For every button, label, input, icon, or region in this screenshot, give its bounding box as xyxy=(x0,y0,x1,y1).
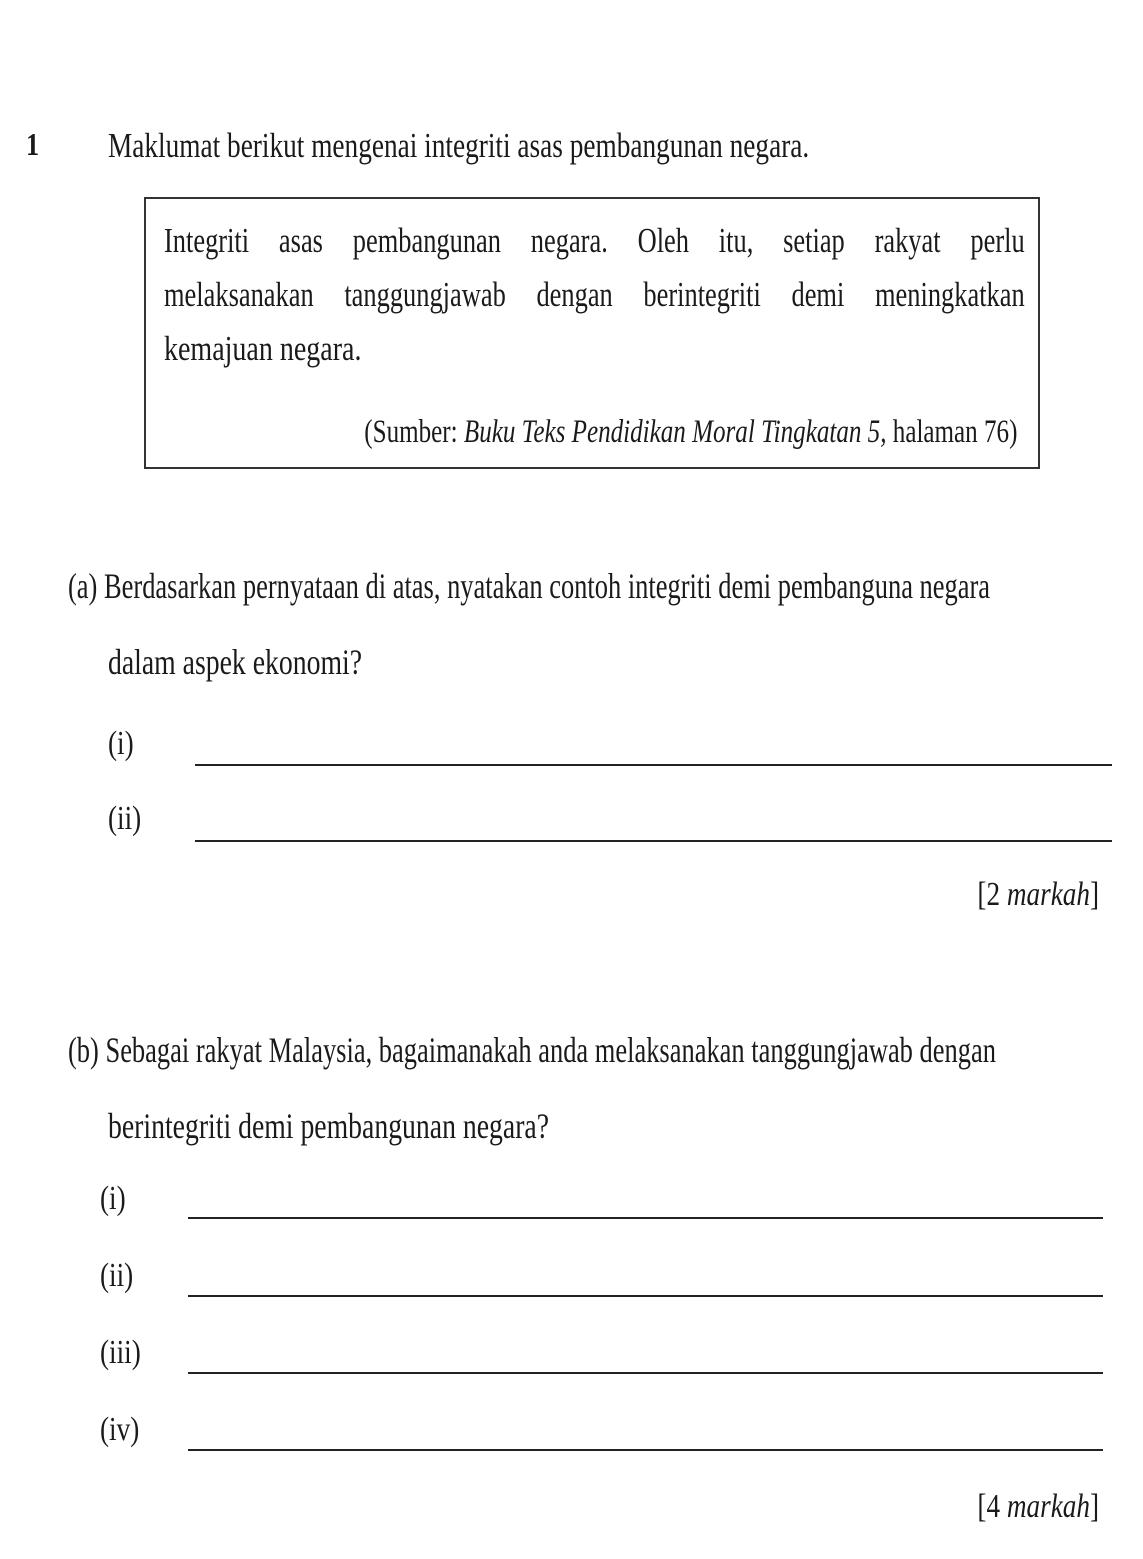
part-a-marks-open: [2 xyxy=(977,876,1007,913)
source-box-line-3: kemajuan negara. xyxy=(164,329,362,368)
part-b-text-line-2: berintegriti demi pembangunan negara? xyxy=(108,1106,550,1146)
part-b-answer-line-iv[interactable] xyxy=(188,1449,1103,1451)
part-a-marks-close: ] xyxy=(1089,876,1099,913)
part-b-answer-line-i[interactable] xyxy=(188,1217,1103,1219)
part-a-question xyxy=(68,565,990,607)
part-a-marks xyxy=(977,876,1099,914)
part-b-answer-label-i: (i) xyxy=(100,1180,126,1217)
part-a-answer-line-ii[interactable] xyxy=(195,840,1112,842)
source-suffix: halaman 76) xyxy=(886,414,1017,450)
part-b-question xyxy=(68,1029,996,1071)
question-number: 1 xyxy=(26,126,40,162)
part-a-text-line-1: Berdasarkan pernyataan di atas, nyatakan contoh integriti demi pembanguna negara xyxy=(103,566,991,606)
part-b-answer-label-iii: (iii) xyxy=(100,1334,141,1371)
part-b-answer-line-iii[interactable] xyxy=(188,1372,1103,1374)
part-b-label: (b) xyxy=(68,1030,99,1070)
part-a-label: (a) xyxy=(68,566,98,606)
source-prefix: (Sumber: xyxy=(363,414,464,450)
part-a-text-line-2: dalam aspek ekonomi? xyxy=(108,642,363,682)
part-b-answer-label-iv: (iv) xyxy=(100,1411,140,1448)
part-a-marks-word: markah xyxy=(1006,876,1090,913)
question-stem: Maklumat berikut mengenai integriti asas pembangunan negara. xyxy=(108,126,810,165)
part-b-marks-open: [4 xyxy=(977,1488,1007,1525)
part-b-marks-word: markah xyxy=(1006,1488,1090,1525)
source-citation xyxy=(364,414,1017,451)
part-a-answer-label-ii: (ii) xyxy=(108,800,142,837)
source-book-title: Buku Teks Pendidikan Moral Tingkatan 5, xyxy=(463,414,887,450)
part-b-marks-close: ] xyxy=(1089,1488,1099,1525)
source-box-line-1: Integriti asas pembangunan negara. Oleh itu, setiap rakyat perlu xyxy=(164,221,1025,260)
part-a-answer-line-i[interactable] xyxy=(195,764,1112,766)
part-b-text-line-1: Sebagai rakyat Malaysia, bagaimanakah anda melaksanakan tanggungjawab dengan xyxy=(105,1030,996,1070)
part-a-answer-label-i: (i) xyxy=(108,725,134,762)
part-b-marks xyxy=(977,1488,1099,1526)
source-box-line-2: melaksanakan tanggungjawab dengan berintegriti demi meningkatkan xyxy=(164,275,1025,314)
part-b-answer-label-ii: (ii) xyxy=(100,1257,134,1294)
part-b-answer-line-ii[interactable] xyxy=(188,1295,1103,1297)
